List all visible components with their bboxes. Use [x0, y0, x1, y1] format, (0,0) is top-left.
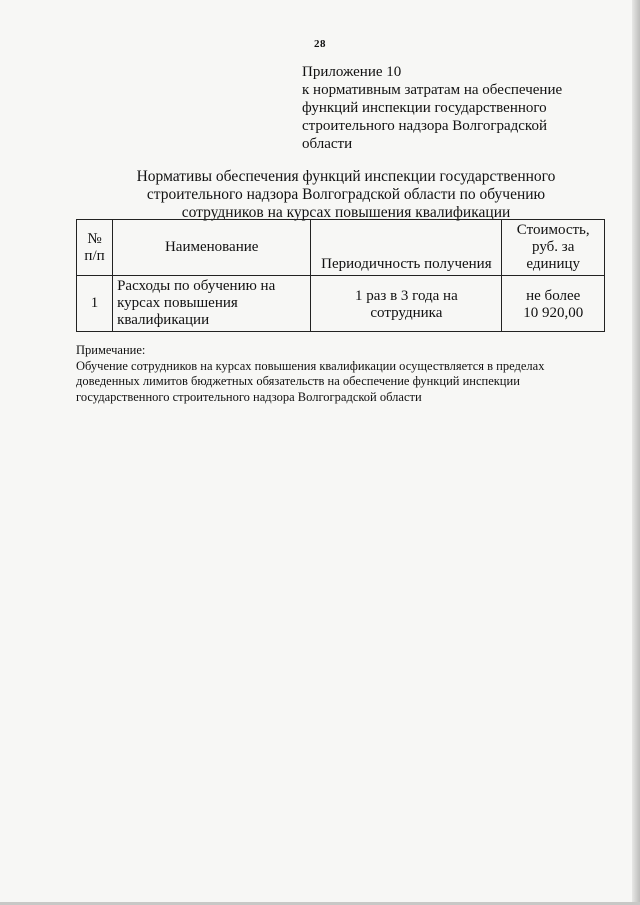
header-periodicity: Периодичность получения: [311, 220, 502, 276]
document-title-line: Нормативы обеспечения функций инспекции государственного: [136, 168, 556, 185]
note-line: доведенных лимитов бюджетных обязательств на обеспечение функций инспекции: [76, 374, 520, 388]
header-name: Наименование: [113, 220, 311, 276]
header-cost: Стоимость, руб. за единицу: [502, 220, 605, 276]
appendix-line: функций инспекции государственного: [302, 100, 547, 116]
note-line: Обучение сотрудников на курсах повышения квалификации осуществляется в пределах: [76, 358, 545, 373]
page-number: 28: [314, 38, 326, 50]
document-title-line: сотрудников на курсах повышения квалификации: [181, 204, 511, 221]
appendix-title: Приложение 10: [302, 64, 402, 80]
note-block: [76, 343, 596, 405]
cell-name: Расходы по обучению на курсах повышения квалификации: [113, 276, 311, 332]
appendix-line: области: [302, 136, 353, 152]
table-row: [77, 276, 605, 332]
appendix-heading: [302, 63, 602, 153]
document-title: [130, 168, 562, 222]
table-header-row: [77, 220, 605, 276]
header-number: № п/п: [77, 220, 113, 276]
cell-periodicity: 1 раз в 3 года на сотрудника: [311, 276, 502, 332]
appendix-line: к нормативным затратам на обеспечение: [302, 82, 563, 98]
norms-table: [76, 219, 605, 332]
note-line: государственного строительного надзора Волгоградской области: [76, 389, 422, 404]
appendix-line: строительного надзора Волгоградской: [302, 118, 547, 134]
note-label: Примечание:: [76, 343, 146, 357]
cell-cost: не более 10 920,00: [502, 276, 605, 332]
document-title-line: строительного надзора Волгоградской области по обучению: [146, 186, 546, 203]
cell-number: 1: [77, 276, 113, 332]
scan-edge-right: [632, 0, 640, 905]
